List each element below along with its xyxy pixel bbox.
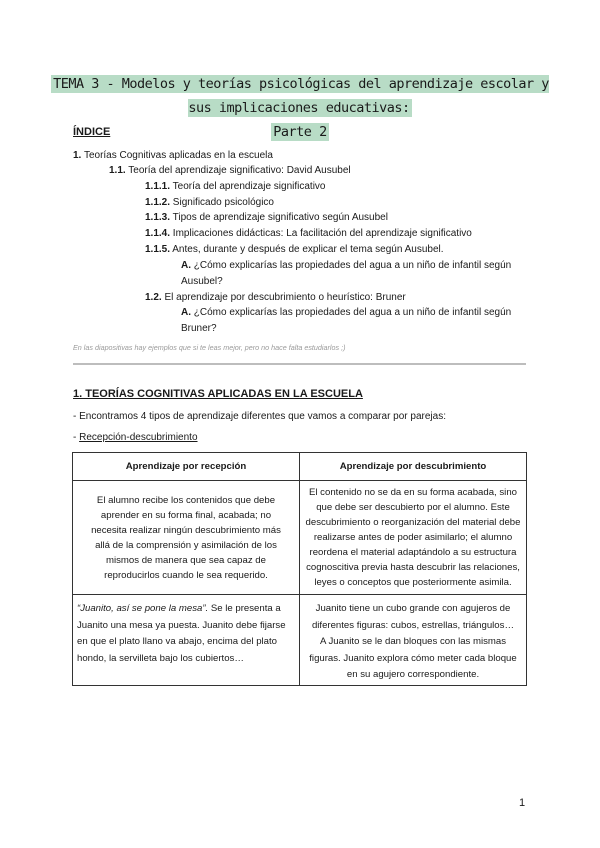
toc-item-1-1-4: 1.1.4. Implicaciones didácticas: La facilitación del aprendizaje significativo bbox=[145, 228, 472, 239]
section-intro: - Encontramos 4 tipos de aprendizaje diferentes que vamos a comparar por parejas: bbox=[73, 411, 446, 422]
toc-item-1-1-1: 1.1.1. Teoría del aprendizaje significativo bbox=[145, 181, 326, 192]
table-cell: El alumno recibe los contenidos que debe aprender en su forma final, acabada; no necesita realizar ningún descubrimiento más allá de la comprensión y asimilación de los mismos de manera que sea capaz de reproducirlos cuando le sea requerido. bbox=[73, 481, 300, 595]
table-row bbox=[73, 595, 527, 686]
toc-item-1-1-5: 1.1.5. Antes, durante y después de explicar el tema según Ausubel. bbox=[145, 244, 444, 255]
table-row bbox=[73, 481, 527, 595]
table-cell: Juanito tiene un cubo grande con agujeros de diferentes figuras: cubos, estrellas, triángulos… A Juanito se le dan bloques con las mismas figuras. Juanito explora cómo meter cada bloque en su agujero correspondiente. bbox=[300, 595, 527, 686]
table-cell: “Juanito, así se pone la mesa”. Se le presenta a Juanito una mesa ya puesta. Juanito debe fijarse en que el plato llano va abajo, encima del plato hondo, la servilleta bajo los cubiertos… bbox=[73, 595, 300, 686]
pair-label: Recepción-descubrimiento bbox=[79, 432, 198, 443]
toc-item-1-1: 1.1. Teoría del aprendizaje significativo: David Ausubel bbox=[109, 165, 351, 176]
toc-item-1-1-3: 1.1.3. Tipos de aprendizaje significativo según Ausubel bbox=[145, 212, 388, 223]
table-header: Aprendizaje por recepción bbox=[73, 453, 300, 481]
pair-label-line: - Recepción-descubrimiento bbox=[73, 432, 198, 443]
table-header: Aprendizaje por descubrimiento bbox=[300, 453, 527, 481]
comparison-table bbox=[72, 452, 527, 686]
page-number: 1 bbox=[519, 797, 526, 809]
toc-item-1-1-2: 1.1.2. Significado psicológico bbox=[145, 197, 274, 208]
index-heading: ÍNDICE bbox=[73, 126, 111, 138]
title-line-2: Parte 2 bbox=[273, 124, 327, 140]
example-quote: “Juanito, así se pone la mesa”. bbox=[77, 603, 209, 614]
document-title bbox=[40, 72, 560, 144]
toc-item-1-2-a-cont: Bruner? bbox=[181, 323, 217, 334]
toc-item-1-1-5-a-cont: Ausubel? bbox=[181, 276, 223, 287]
slides-note: En las diapositivas hay ejemplos que si te leas mejor, pero no hace falta estudiarlos ;) bbox=[73, 343, 346, 352]
section-divider bbox=[73, 363, 526, 365]
toc-item-1-2: 1.2. El aprendizaje por descubrimiento o heurístico: Bruner bbox=[145, 292, 406, 303]
table-header-row bbox=[73, 453, 527, 481]
table-cell: El contenido no se da en su forma acabada, sino que debe ser descubierto por el alumno. Este descubrimiento o reorganización del material debe realizarse antes de poder asimilarlo; el alumno reordena el material adaptándolo a su estructura cognoscitiva previa hasta descubrir las relaciones, leyes o conceptos que posteriormente asimila. bbox=[300, 481, 527, 595]
toc-item-1: 1. Teorías Cognitivas aplicadas en la escuela bbox=[73, 150, 273, 161]
section-heading: 1. TEORÍAS COGNITIVAS APLICADAS EN LA ESCUELA bbox=[73, 388, 363, 400]
toc-item-1-1-5-a: A. ¿Cómo explicarías las propiedades del agua a un niño de infantil según bbox=[181, 260, 512, 271]
toc-item-1-2-a: A. ¿Cómo explicarías las propiedades del agua a un niño de infantil según bbox=[181, 307, 512, 318]
title-line-1: TEMA 3 - Modelos y teorías psicológicas del aprendizaje escolar y sus implicaciones educativas: bbox=[53, 76, 549, 116]
